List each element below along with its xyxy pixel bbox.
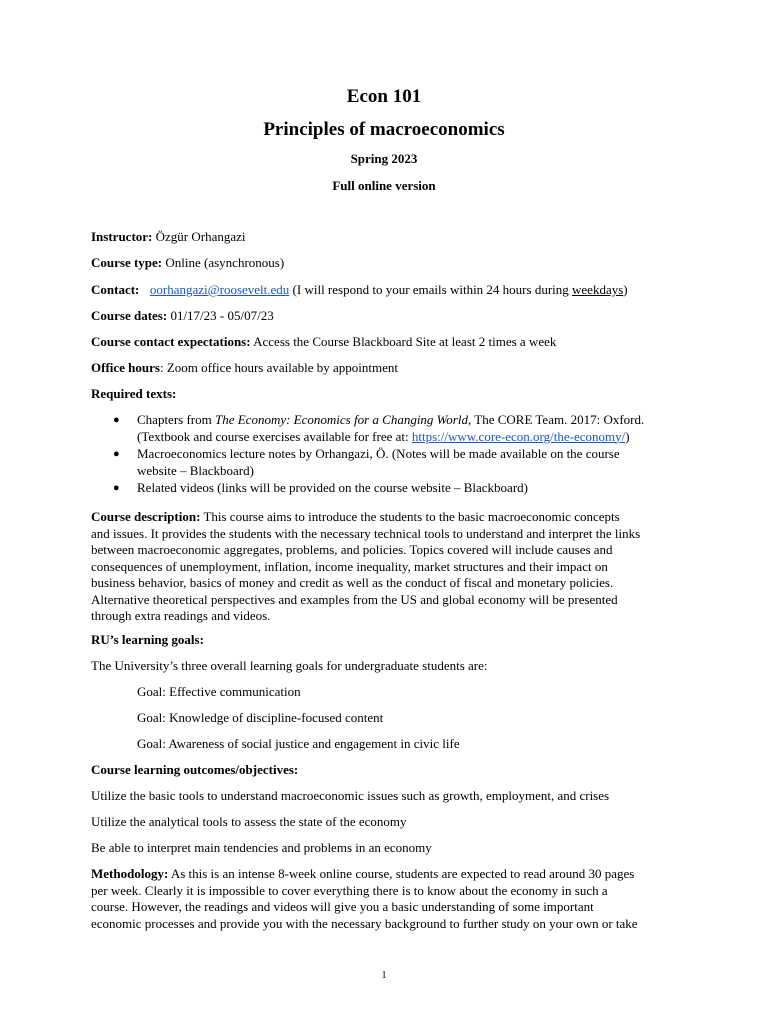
- bullet1-line2: (Textbook and course exercises available for free at:: [137, 428, 409, 444]
- contact-note: (I will respond to your emails within 24 hours during: [292, 282, 569, 297]
- course-description-line5: business behavior, basics of money and credit as well as the conduct of fiscal and monetary policies.: [91, 575, 614, 590]
- course-description-line7: through extra readings and videos.: [91, 608, 271, 623]
- bullet1-post: , The CORE Team. 2017: Oxford.: [467, 412, 645, 427]
- list-item: [91, 480, 681, 497]
- contact-line: [91, 282, 681, 299]
- course-description-line2: and issues. It provides the students with the necessary technical tools to understand and interpret the links: [91, 525, 641, 541]
- instructor-line: [91, 229, 681, 246]
- course-type-label: Course type:: [91, 255, 163, 270]
- contact-label: Contact:: [91, 282, 140, 297]
- course-type-value: Online (asynchronous): [165, 255, 285, 270]
- instructor-label: Instructor:: [91, 229, 153, 244]
- required-texts-list: [91, 412, 681, 498]
- methodology-line3: course. However, the readings and videos will give you a basic understanding of some important: [91, 899, 594, 914]
- bullet1-line2-close: ): [625, 428, 630, 444]
- office-hours-value: : Zoom office hours available by appointment: [159, 360, 398, 375]
- version-heading: Full online version: [332, 178, 436, 193]
- methodology-line4: economic processes and provide you with the necessary background to further study on your own or take: [91, 915, 638, 931]
- methodology-line2: per week. Clearly it is impossible to cover everything there is to know about the economy in such a: [91, 882, 608, 898]
- office-hours-label: Office hours: [91, 360, 160, 375]
- list-item: [91, 446, 681, 479]
- bullet-icon: ●: [113, 414, 120, 426]
- contact-expectations-line: [91, 334, 681, 351]
- course-description-label: Course description:: [91, 509, 201, 524]
- office-hours-line: [91, 360, 681, 377]
- methodology-line1: As this is an intense 8-week online course, students are expected to read around 30 pages: [170, 866, 635, 881]
- bullet1-text: Chapters from: [137, 412, 212, 427]
- methodology-label: Methodology:: [91, 866, 169, 881]
- bullet3-text: Related videos (links will be provided on the course website – Blackboard): [137, 480, 528, 495]
- course-description-line6: Alternative theoretical perspectives and examples from the US and global economy will be presented: [91, 591, 618, 607]
- learning-goal-item: Goal: Awareness of social justice and engagement in civic life: [137, 736, 460, 751]
- bullet1-book-title: The Economy: Economics for a Changing World: [214, 412, 468, 427]
- outcome-item: Be able to interpret main tendencies and problems in an economy: [91, 840, 432, 855]
- learning-goal-item: Goal: Effective communication: [137, 684, 301, 699]
- list-item: [91, 412, 681, 445]
- contact-note-close: ): [623, 282, 628, 297]
- contact-expectations-value: Access the Course Blackboard Site at least 2 times a week: [253, 334, 557, 349]
- outcomes-heading: Course learning outcomes/objectives:: [91, 762, 299, 777]
- page-number: 1: [381, 970, 387, 981]
- bullet-icon: ●: [113, 482, 120, 494]
- learning-goals-intro: The University’s three overall learning goals for undergraduate students are:: [91, 658, 488, 673]
- contact-expectations-label: Course contact expectations:: [91, 334, 251, 349]
- learning-goal-item: Goal: Knowledge of discipline-focused content: [137, 710, 384, 725]
- course-description-line4: consequences of unemployment, inflation, income inequality, market structures and their impact on: [91, 558, 608, 574]
- course-title-heading: Principles of macroeconomics: [263, 119, 505, 140]
- course-code-heading: Econ 101: [346, 86, 422, 107]
- bullet2-line1: Macroeconomics lecture notes by Orhangazi, Ö. (Notes will be made available on the course: [137, 446, 620, 461]
- course-dates-value: 01/17/23 - 05/07/23: [170, 308, 274, 323]
- outcome-item: Utilize the basic tools to understand macroeconomic issues such as growth, employment, and crises: [91, 788, 610, 803]
- textbook-url-link[interactable]: https://www.core-econ.org/the-economy/: [411, 428, 626, 444]
- course-dates-label: Course dates:: [91, 308, 168, 323]
- contact-note-weekdays: weekdays: [572, 282, 624, 297]
- outcome-item: Utilize the analytical tools to assess the state of the economy: [91, 814, 407, 829]
- course-description: [91, 509, 681, 625]
- learning-goals-heading: RU’s learning goals:: [91, 632, 204, 647]
- term-heading: Spring 2023: [350, 151, 418, 166]
- required-texts-heading: Required texts:: [91, 386, 177, 401]
- bullet2-line2: website – Blackboard): [137, 462, 254, 478]
- course-dates-line: [91, 308, 681, 325]
- methodology: [91, 866, 681, 932]
- course-type-line: [91, 255, 681, 272]
- instructor-value: Özgür Orhangazi: [155, 229, 246, 244]
- contact-email-link[interactable]: oorhangazi@roosevelt.edu: [149, 282, 290, 297]
- bullet-icon: ●: [113, 448, 120, 460]
- course-description-line3: between macroeconomic aggregates, problems, and policies. Topics covered will include causes and: [91, 542, 613, 557]
- course-description-line1: This course aims to introduce the students to the basic macroeconomic concepts: [203, 509, 620, 524]
